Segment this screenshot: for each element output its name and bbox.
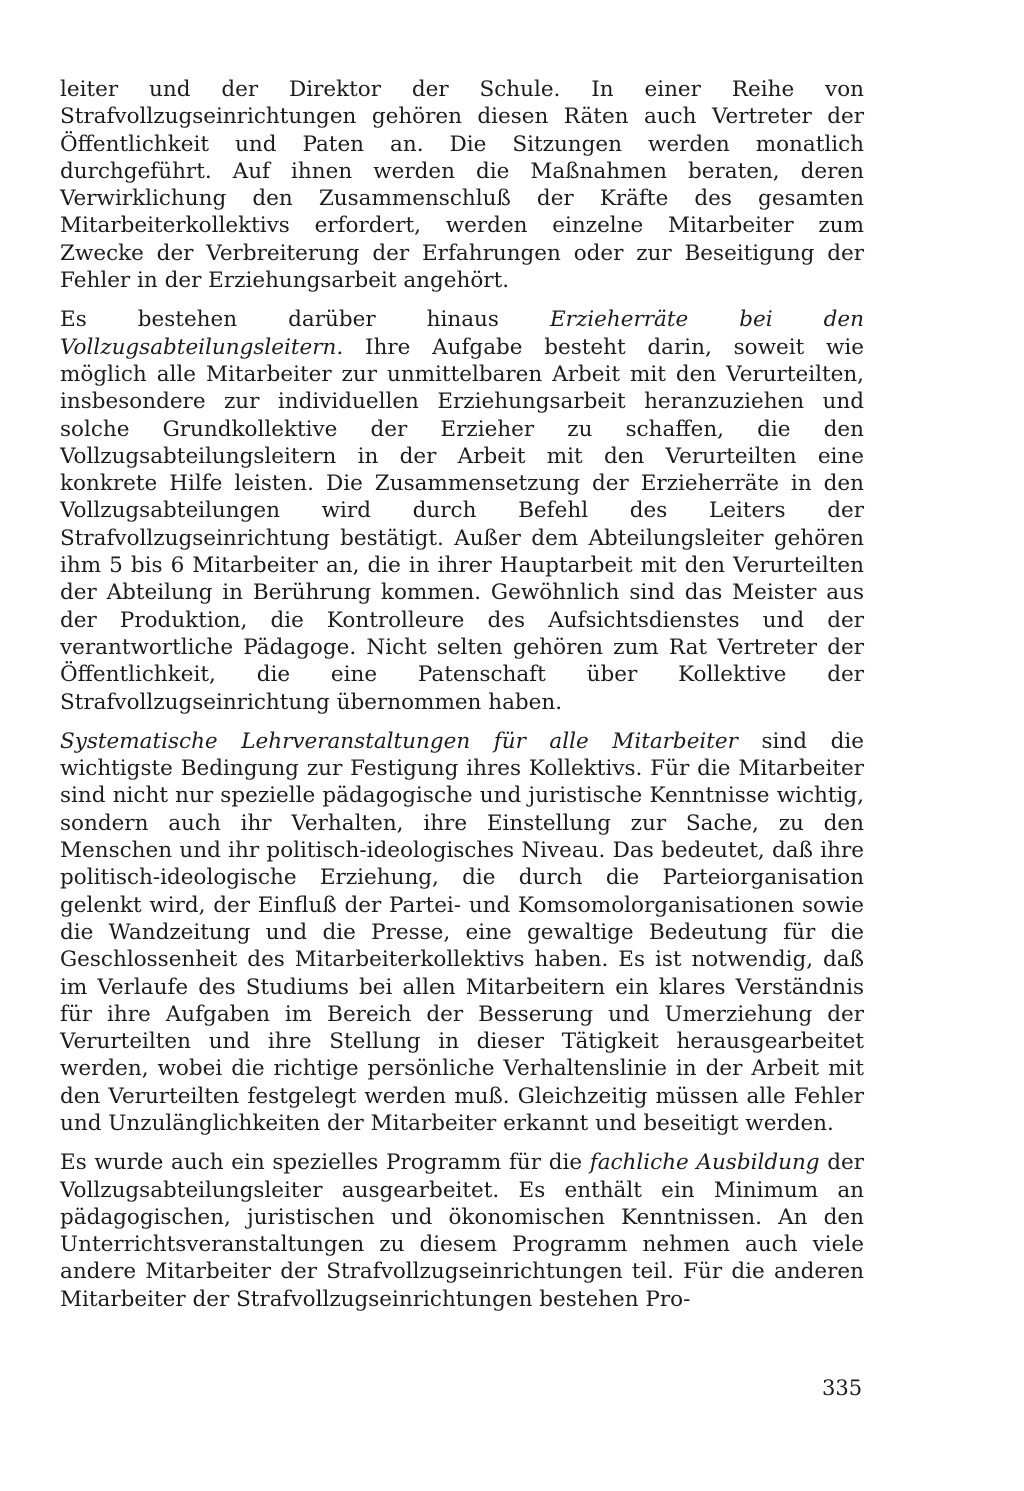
paragraph-2-text-start: Es bestehen darüber hinaus — [60, 307, 550, 333]
document-page — [60, 76, 864, 1313]
paragraph-2-emphasis: Erzieherräte bei den Vollzugsabteilungsleitern. — [60, 307, 864, 360]
paragraph-2-text-rest: Ihre Aufgabe besteht darin, soweit wie möglich alle Mitarbeiter zur unmittelbaren Arbeit mit den Verurteilten, insbesondere zur individuellen Erziehungsarbeit heranzuziehen und solche Grundkollektive der Erzieher zu schaffen, die den Vollzugsabteilungsleitern in der Arbeit mit den Verurteilten eine konkrete Hilfe leisten. Die Zusammensetzung der Erzieherräte in den Vollzugsabteilungen wird durch Befehl des Leiters der Strafvollzugseinrichtung bestätigt. Außer dem Abteilungsleiter gehören ihm 5 bis 6 Mitarbeiter an, die in ihrer Hauptarbeit mit den Verurteilten der Abteilung in Berührung kommen. Gewöhnlich sind das Meister aus der Produktion, die Kontrolleure des Aufsichtsdienstes und der verantwortliche Pädagoge. Nicht selten gehören zum Rat Vertreter der Öffentlichkeit, die eine Patenschaft über Kollektive der Strafvollzugseinrichtung übernommen haben. — [60, 334, 864, 715]
paragraph-3-text-rest: sind die wichtigste Bedingung zur Festigung ihres Kollektivs. Für die Mitarbeiter sind nicht nur spezielle pädagogische und juristische Kenntnisse wichtig, sondern auch ihr Verhalten, ihre Einstellung zur Sache, zu den Menschen und ihr politisch-ideologisches Niveau. Das bedeutet, daß ihre politisch-ideologische Erziehung, die durch die Parteiorganisation gelenkt wird, der Einfluß der Partei- und Komsomolorganisationen sowie die Wandzeitung und die Presse, eine gewaltige Bedeutung für die Geschlossenheit des Mitarbeiterkollektivs haben. Es ist notwendig, daß im Verlaufe des Studiums bei allen Mitarbeitern ein klares Verständnis für ihre Aufgaben im Bereich der Besserung und Umerziehung der Verurteilten und ihre Stellung in dieser Tätigkeit herausgearbeitet werden, wobei die richtige persönliche Verhaltenslinie in der Arbeit mit den Verurteilten festgelegt werden muß. Gleichzeitig müssen alle Fehler und Unzulänglichkeiten der Mitarbeiter erkannt und beseitigt werden. — [60, 728, 864, 1136]
paragraph-3-emphasis: Systematische Lehrveranstaltungen für alle Mitarbeiter — [60, 728, 738, 754]
paragraph-4 — [60, 1149, 864, 1313]
paragraph-4-text-rest: der Vollzugsabteilungsleiter ausgearbeitet. Es enthält ein Minimum an pädagogischen, juristischen und ökonomischen Kenntnissen. An den Unterrichtsveranstaltungen zu diesem Programm nehmen auch viele andere Mitarbeiter der Strafvollzugseinrichtungen teil. Für die anderen Mitarbeiter der Strafvollzugseinrichtungen bestehen Pro- — [60, 1150, 864, 1312]
paragraph-2 — [60, 306, 864, 715]
page-number: 335 — [822, 1376, 863, 1400]
paragraph-3 — [60, 728, 864, 1137]
paragraph-4-text-start: Es wurde auch ein spezielles Programm für die — [60, 1150, 590, 1176]
paragraph-1-text: leiter und der Direktor der Schule. In einer Reihe von Strafvollzugseinrichtungen gehören diesen Räten auch Vertreter der Öffentlichkeit und Paten an. Die Sitzungen werden monatlich durchgeführt. Auf ihnen werden die Maßnahmen beraten, deren Verwirklichung den Zusammenschluß der Kräfte des gesamten Mitarbeiterkollektivs erfordert, werden einzelne Mitarbeiter zum Zwecke der Verbreiterung der Erfahrungen oder zur Beseitigung der Fehler in der Erziehungsarbeit angehört. — [60, 77, 864, 294]
paragraph-1 — [60, 76, 864, 294]
paragraph-4-emphasis: fachliche Ausbildung — [589, 1150, 820, 1176]
